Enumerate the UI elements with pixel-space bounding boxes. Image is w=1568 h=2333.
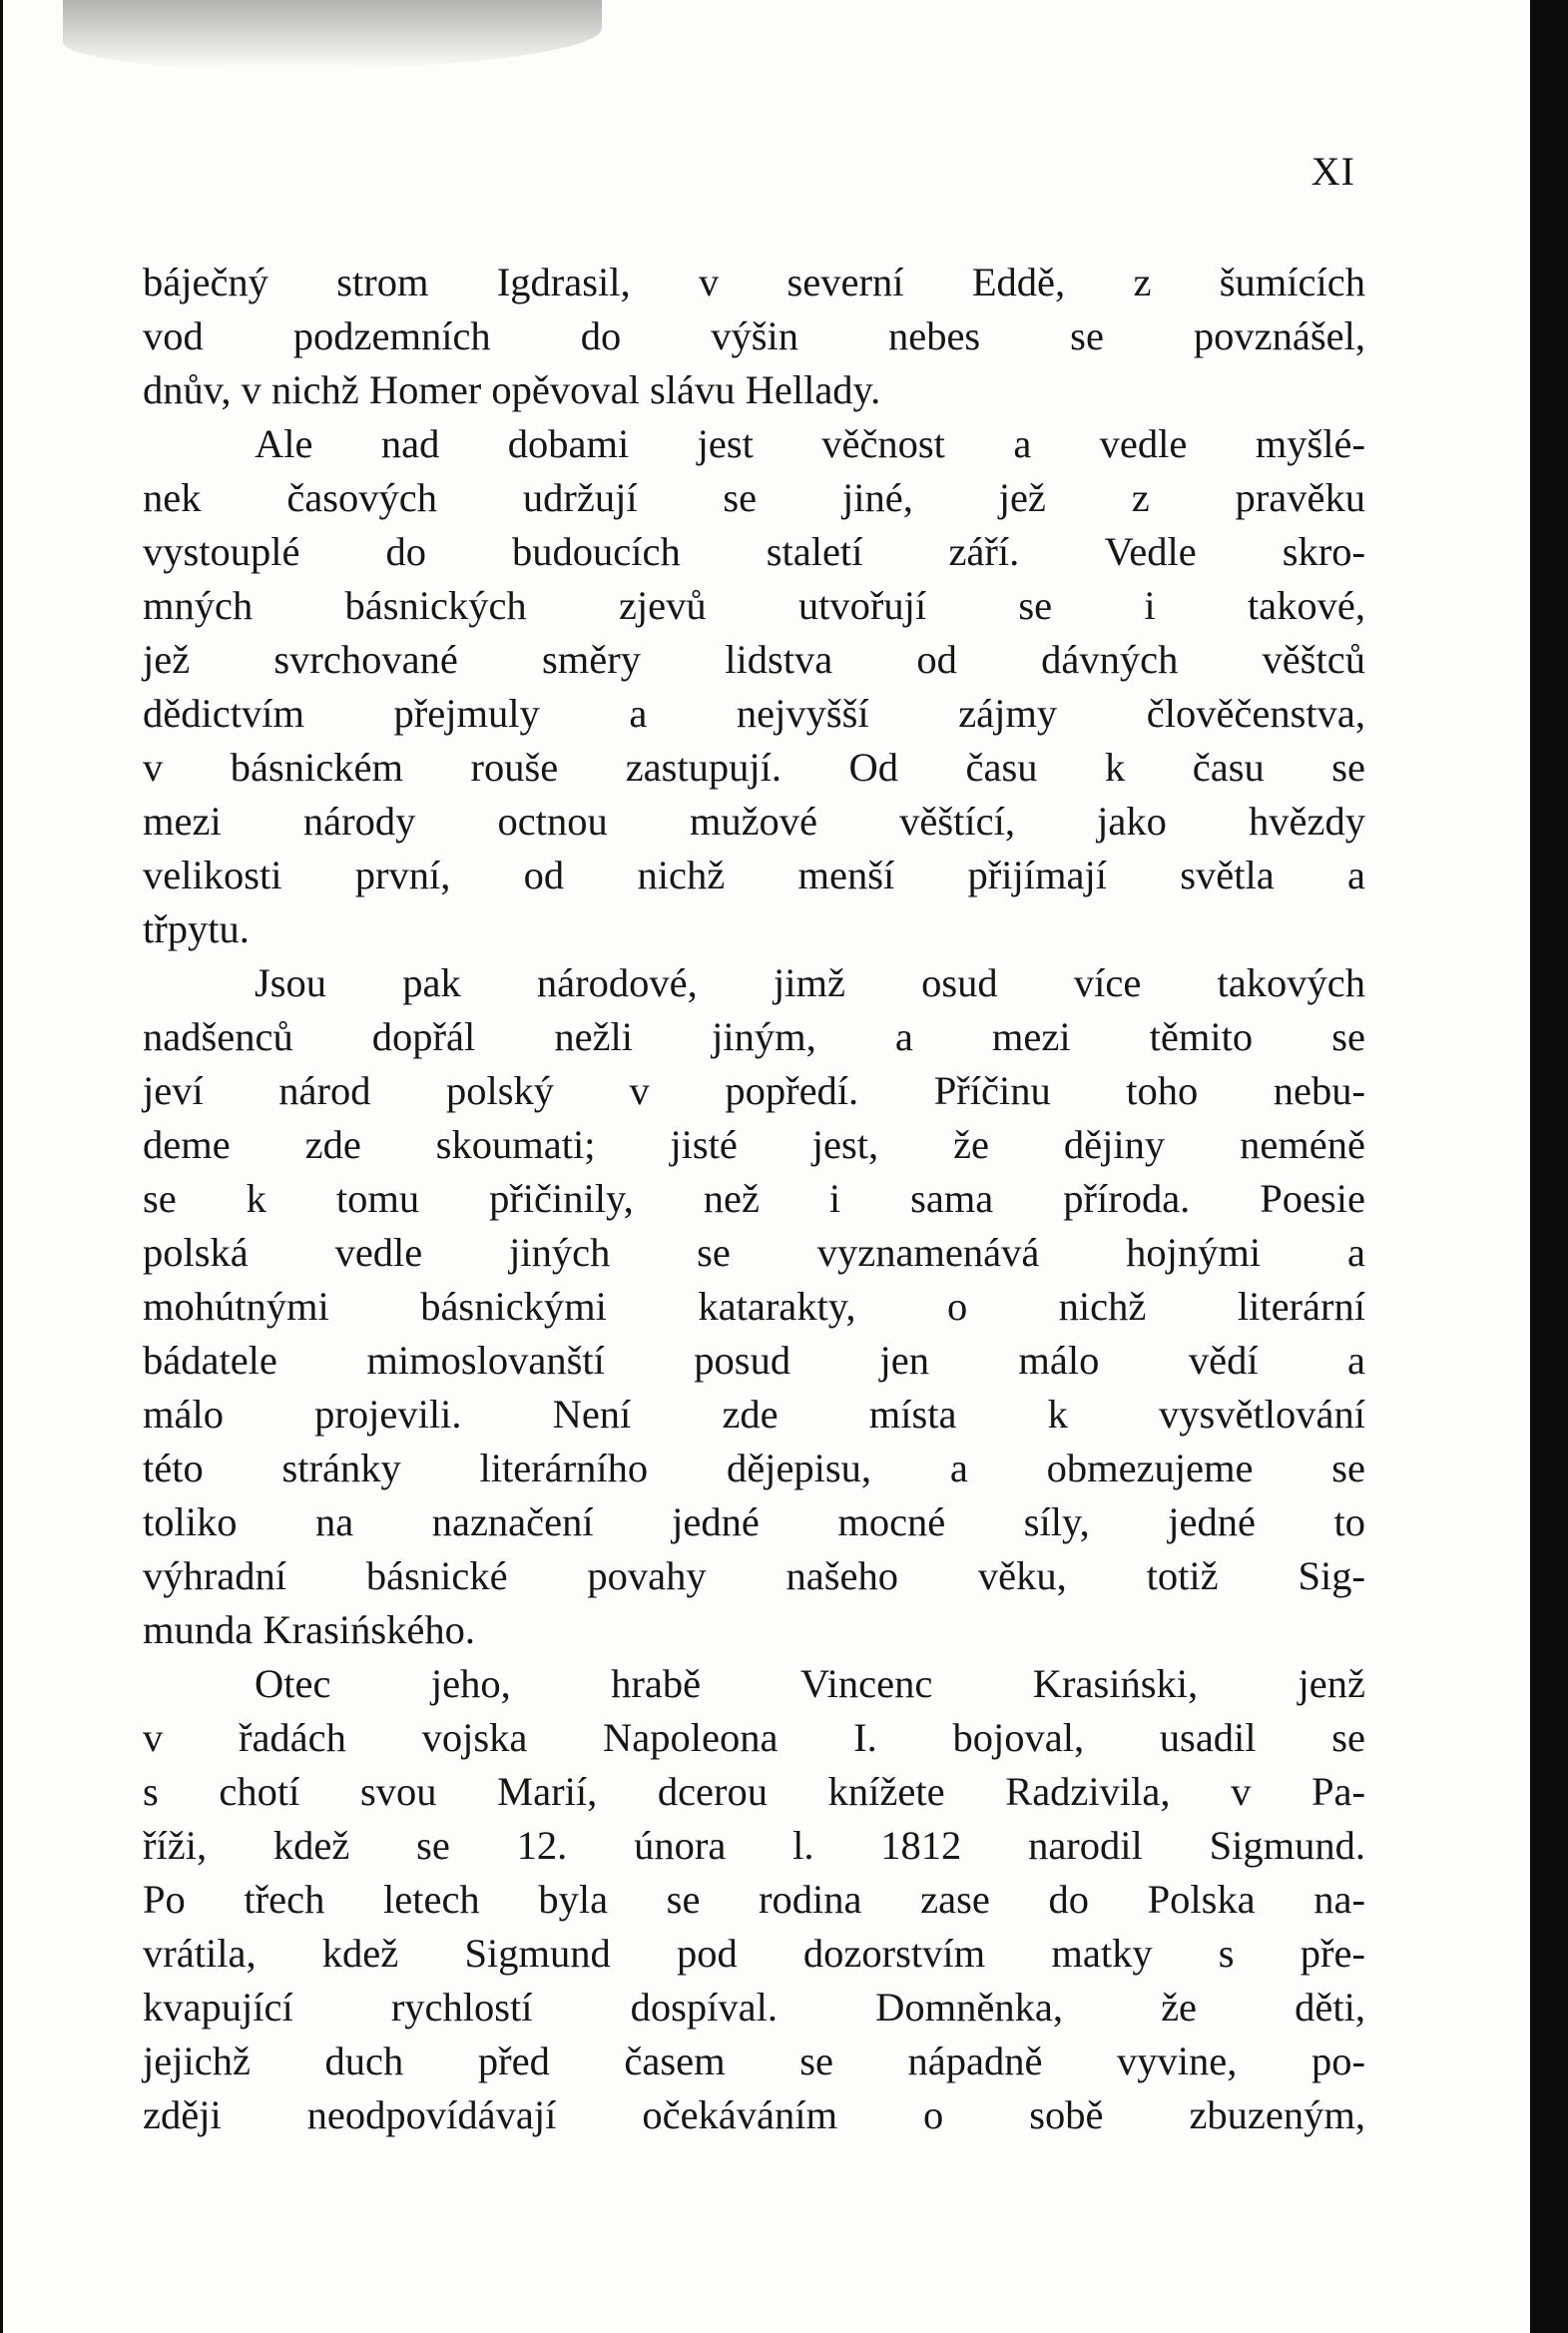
- text-line: deme zde skoumati; jisté jest, že dějiny neméně: [143, 1122, 1365, 1167]
- text-line: říži, kdež se 12. února l. 1812 narodil Sigmund.: [143, 1823, 1365, 1868]
- text-line: Po třech letech byla se rodina zase do Polska na-: [143, 1877, 1365, 1922]
- text-line: mných básnických zjevů utvořují se i takové,: [143, 583, 1365, 628]
- text-line: velikosti první, od nichž menší přijímají světla a: [143, 853, 1365, 897]
- text-line: bádatele mimoslovanští posud jen málo vědí a: [143, 1338, 1365, 1383]
- text-line: vrátila, kdež Sigmund pod dozorstvím matky s pře-: [143, 1931, 1365, 1976]
- text-line: vod podzemních do výšin nebes se povznášel,: [143, 313, 1365, 358]
- text-line: v řadách vojska Napoleona I. bojoval, usadil se: [143, 1715, 1365, 1760]
- text-line: dnův, v nichž Homer opěvoval slávu Hellady.: [143, 367, 881, 412]
- text-line: báječný strom Igdrasil, v severní Eddě, z šumících: [143, 260, 1365, 304]
- text-line: této stránky literárního dějepisu, a obmezujeme se: [143, 1446, 1365, 1490]
- text-line: jeví národ polský v popředí. Příčinu toho nebu-: [143, 1068, 1365, 1113]
- text-line: vystouplé do budoucích staletí září. Vedle skro-: [143, 529, 1365, 574]
- text-line: jež svrchované směry lidstva od dávných věštců: [143, 637, 1365, 682]
- text-line: munda Krasińského.: [143, 1607, 475, 1652]
- book-page: [3, 0, 1530, 2333]
- text-line: Ale nad dobami jest věčnost a vedle myšlé-: [255, 421, 1365, 466]
- text-line: Jsou pak národové, jimž osud více takových: [255, 960, 1365, 1005]
- text-line: v básnickém rouše zastupují. Od času k času se: [143, 745, 1365, 790]
- page-number: XI: [1310, 149, 1355, 194]
- text-line: kvapující rychlostí dospíval. Domněnka, že děti,: [143, 1985, 1365, 2030]
- text-line: se k tomu přičinily, než i sama příroda. Poesie: [143, 1176, 1365, 1221]
- text-line: toliko na naznačení jedné mocné síly, jedné to: [143, 1499, 1365, 1544]
- scan-smudge: [63, 0, 602, 70]
- text-line: nek časových udržují se jiné, jež z pravěku: [143, 475, 1365, 520]
- text-line: polská vedle jiných se vyznamenává hojnými a: [143, 1230, 1365, 1275]
- text-line: dědictvím přejmuly a nejvyšší zájmy člověčenstva,: [143, 691, 1365, 736]
- text-line: jejichž duch před časem se nápadně vyvine, po-: [143, 2039, 1365, 2083]
- text-line: s chotí svou Marií, dcerou knížete Radzivila, v Pa-: [143, 1769, 1365, 1814]
- text-line: nadšenců dopřál nežli jiným, a mezi těmito se: [143, 1014, 1365, 1059]
- text-line: málo projevili. Není zde místa k vysvětlování: [143, 1392, 1365, 1437]
- text-line: výhradní básnické povahy našeho věku, totiž Sig-: [143, 1553, 1365, 1598]
- text-line: mezi národy octnou mužové věštící, jako hvězdy: [143, 799, 1365, 844]
- text-line: třpytu.: [143, 906, 250, 951]
- text-line: Otec jeho, hrabě Vincenc Krasiński, jenž: [255, 1661, 1365, 1706]
- text-line: mohútnými básnickými katarakty, o nichž literární: [143, 1284, 1365, 1329]
- body-text: [143, 256, 1365, 2142]
- text-line: zději neodpovídávají očekáváním o sobě zbuzeným,: [143, 2092, 1365, 2137]
